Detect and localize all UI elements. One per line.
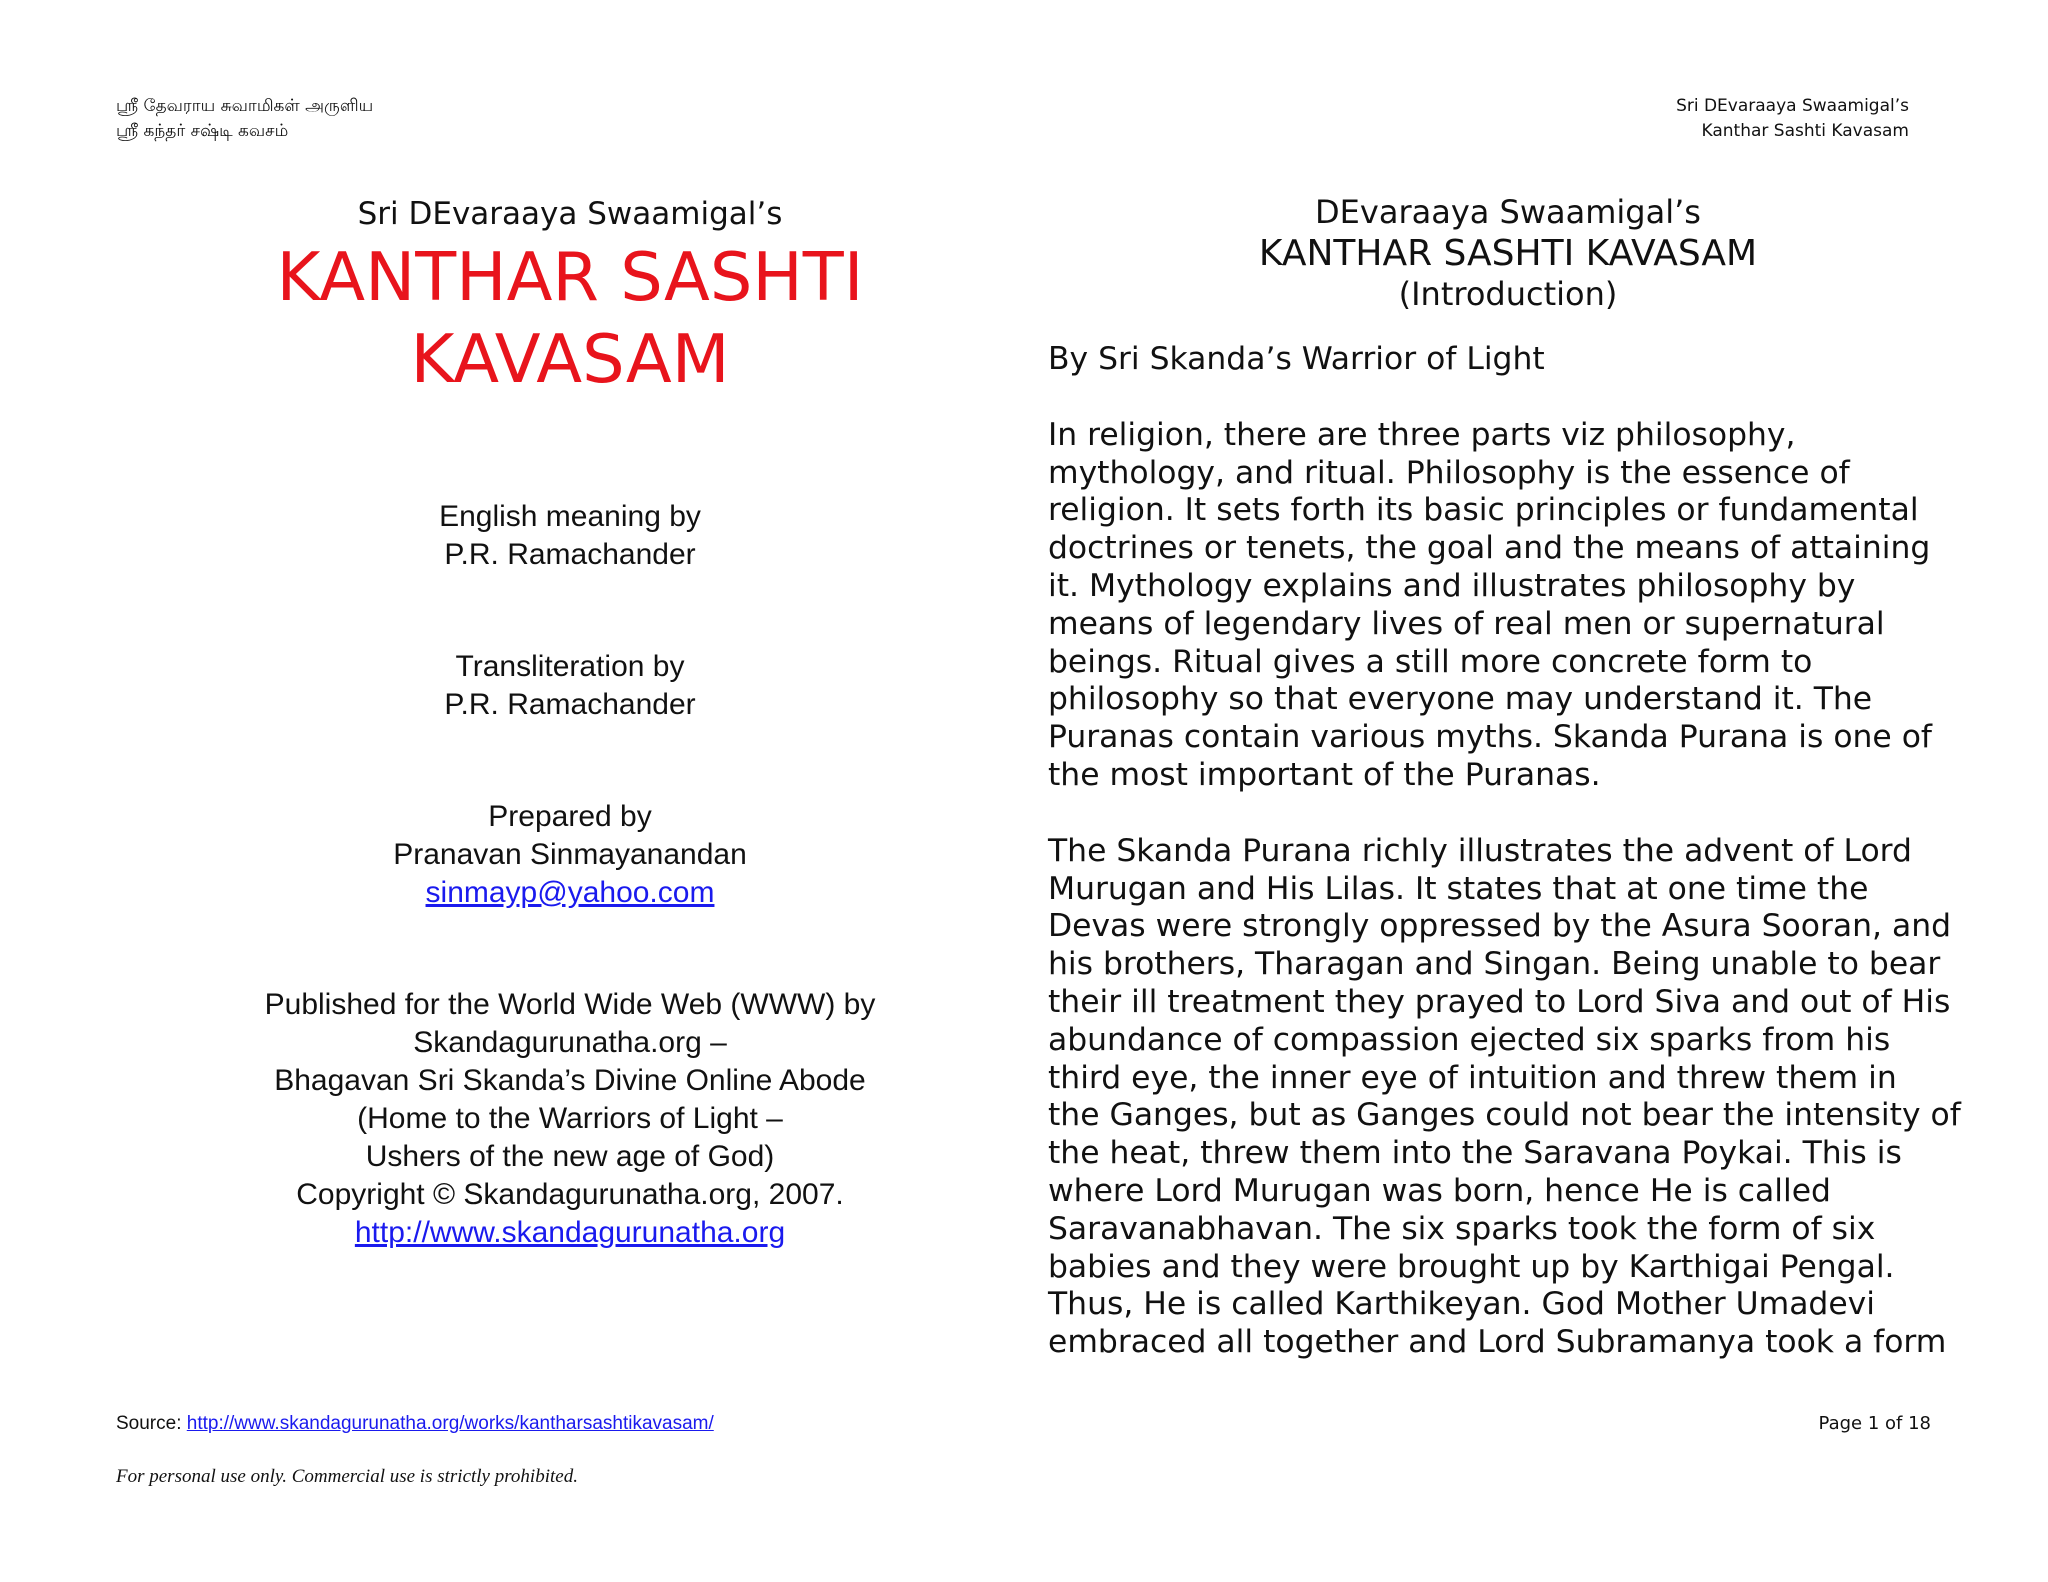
paragraph-line: The Skanda Purana richly illustrates the advent of Lord [1048,832,1912,869]
header-left [116,94,373,144]
introduction-column [1048,192,1968,1362]
usage-note: For personal use only. Commercial use is strictly prohibited. [116,1466,578,1487]
email-link[interactable]: sinmayp@yahoo.com [425,876,715,909]
intro-paragraph-2 [1048,833,1968,1362]
published-line: Published for the World Wide Web (WWW) by [264,988,876,1021]
published-line: Ushers of the new age of God) [365,1140,775,1173]
paragraph-line: religion. It sets forth its basic principles or fundamental [1048,492,1919,529]
header-tamil-line1: ஸ்ரீ தேவராய சுவாமிகள் அருளிய [116,96,374,116]
paragraph-line: doctrines or tenets, the goal and the means of attaining [1048,530,1931,567]
translit-credit-label: Transliteration by [455,650,685,683]
translit-credit-name: P.R. Ramachander [444,688,696,721]
intro-heading-line2: KANTHAR SASHTI KAVASAM [1258,233,1758,274]
intro-paragraph-1 [1048,417,1968,795]
paragraph-line: the Ganges, but as Ganges could not bear the intensity of [1048,1097,1961,1134]
intro-byline: By Sri Skanda’s Warrior of Light [1048,341,1545,377]
website-link[interactable]: http://www.skandagurunatha.org [354,1216,786,1249]
paragraph-line: the heat, threw them into the Saravana Poykai. This is [1048,1135,1902,1172]
header-right-line1: Sri DEvaraaya Swaamigal’s [1676,96,1909,116]
paragraph-line: their ill treatment they prayed to Lord Siva and out of His [1048,983,1951,1020]
paragraph-line: Puranas contain various myths. Skanda Purana is one of [1048,719,1932,756]
paragraph-line: where Lord Murugan was born, hence He is called [1048,1172,1831,1209]
paragraph-line: embraced all together and Lord Subramanya took a form [1048,1324,1947,1361]
source-label: Source: [116,1413,182,1434]
cover-subtitle: Sri DEvaraaya Swaamigal’s [357,196,783,232]
paragraph-line: third eye, the inner eye of intuition and threw them in [1048,1059,1897,1096]
published-line: (Home to the Warriors of Light – [357,1102,783,1135]
paragraph-line: means of legendary lives of real men or supernatural [1048,605,1885,642]
intro-heading-line3: (Introduction) [1398,275,1618,313]
cover-title-line2: KAVASAM [410,320,730,398]
translit-credit [110,648,1030,724]
paragraph-line: Saravanabhavan. The six sparks took the form of six [1048,1210,1876,1247]
paragraph-line: mythology, and ritual. Philosophy is the essence of [1048,454,1850,491]
cover-title-line1: KANTHAR SASHTI [276,238,864,316]
footer-source [116,1413,714,1435]
paragraph-line: Thus, He is called Karthikeyan. God Mother Umadevi [1048,1286,1875,1323]
paragraph-line: his brothers, Tharagan and Singan. Being unable to bear [1048,946,1941,983]
paragraph-line: beings. Ritual gives a still more concrete form to [1048,643,1813,680]
header-tamil-line2: ஸ்ரீ கந்தர் சஷ்டி கவசம் [116,121,289,141]
paragraph-line: Devas were strongly oppressed by the Asura Sooran, and [1048,908,1952,945]
published-line: Skandagurunatha.org – [413,1026,727,1059]
paragraph-line: philosophy so that everyone may understand it. The [1048,681,1873,718]
published-line: Bhagavan Sri Skanda’s Divine Online Abode [274,1064,866,1097]
header-right [1676,94,1909,144]
paragraph-line: abundance of compassion ejected six sparks from his [1048,1021,1891,1058]
paragraph-line: babies and they were brought up by Karthigai Pengal. [1048,1248,1895,1285]
paragraph-line: In religion, there are three parts viz philosophy, [1048,416,1796,453]
header-right-line2: Kanthar Sashti Kavasam [1701,121,1909,141]
intro-heading-line1: DEvaraaya Swaamigal’s [1315,193,1701,231]
prepared-credit [110,798,1030,912]
prepared-label: Prepared by [488,800,652,833]
copyright-line: Copyright © Skandagurunatha.org, 2007. [296,1178,844,1211]
english-credit-name: P.R. Ramachander [444,538,696,571]
prepared-name: Pranavan Sinmayanandan [393,838,747,871]
page-number: Page 1 of 18 [1818,1413,1931,1434]
published-block [110,986,1030,1252]
source-link[interactable]: http://www.skandagurunatha.org/works/kantharsashtikavasam/ [186,1413,714,1434]
paragraph-line: the most important of the Puranas. [1048,756,1601,793]
english-credit-label: English meaning by [439,500,701,533]
english-credit [110,498,1030,574]
paragraph-line: it. Mythology explains and illustrates philosophy by [1048,567,1856,604]
paragraph-line: Murugan and His Lilas. It states that at one time the [1048,870,1869,907]
cover-column [110,192,1030,1252]
